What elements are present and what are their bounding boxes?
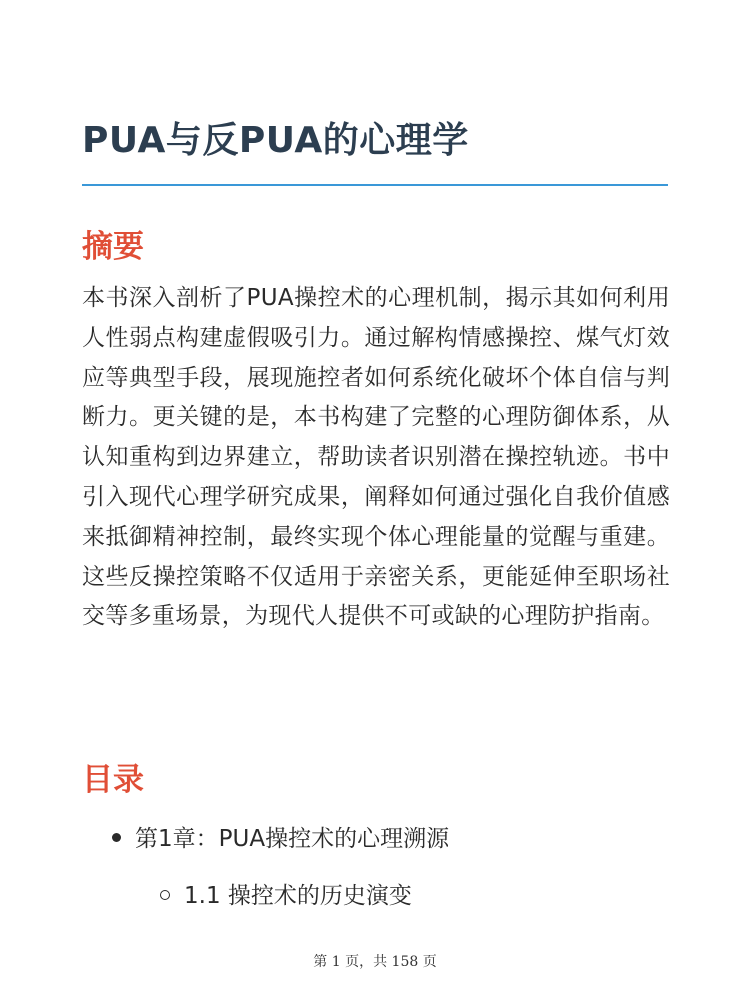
toc-item-section-1-1[interactable] — [160, 877, 412, 910]
toc-item-label: 1.1 操控术的历史演变 — [184, 883, 412, 909]
bullet-circle-icon — [160, 890, 170, 900]
abstract-paragraph: 本书深入剖析了PUA操控术的心理机制，揭示其如何利用人性弱点构建虚假吸引力。通过解构情感操控、煤气灯效应等典型手段，展现施控者如何系统化破坏个体自信与判断力。更关键的是，本书构建了完整的心理防御体系，从认知重构到边界建立，帮助读者识别潜在操控轨迹。书中引入现代心理学研究成果，阐释如何通过强化自我价值感来抵御精神控制，最终实现个体心理能量的觉醒与重建。这些反操控策略不仅适用于亲密关系，更能延伸至职场社交等多重场景，为现代人提供不可或缺的心理防护指南。 — [82, 285, 670, 630]
toc-item-chapter-1[interactable] — [112, 820, 449, 853]
abstract-heading: 摘要 — [82, 229, 144, 265]
title-divider — [82, 184, 668, 186]
toc-item-label: 第1章：PUA操控术的心理溯源 — [135, 826, 450, 852]
bullet-disc-icon — [112, 833, 121, 842]
toc-heading: 目录 — [82, 762, 144, 798]
document-title: PUA与反PUA的心理学 — [82, 120, 469, 161]
page-number-footer: 第 1 页，共 158 页 — [313, 954, 437, 970]
